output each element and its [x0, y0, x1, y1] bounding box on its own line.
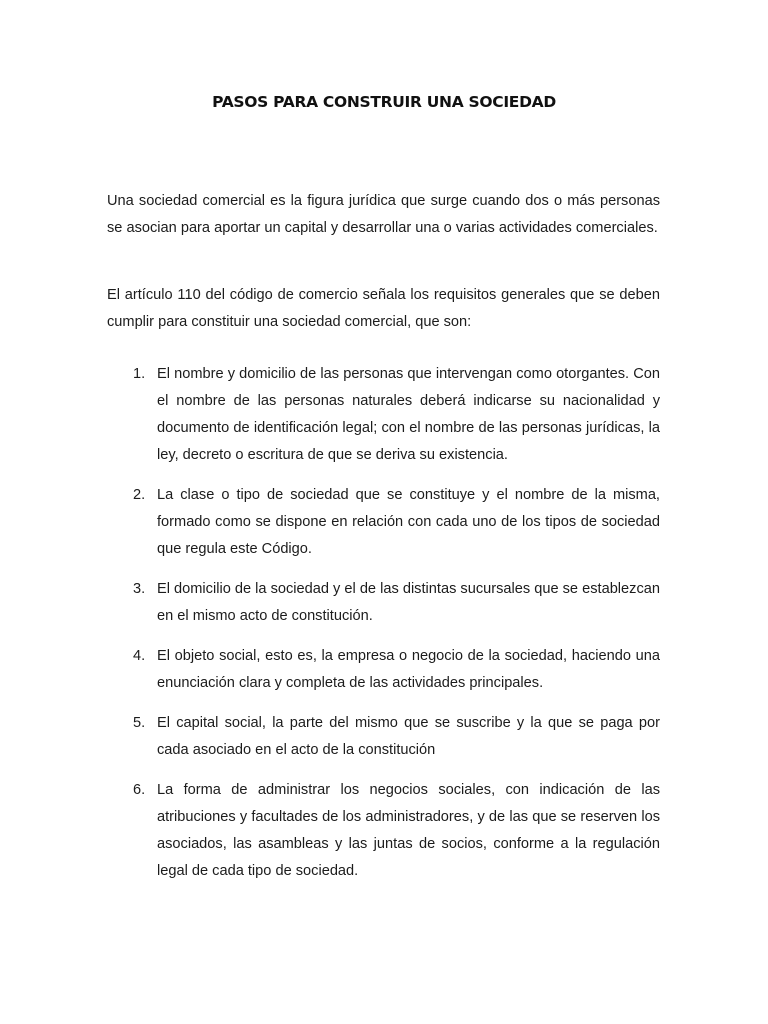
requirement-number: 4. — [133, 648, 146, 664]
requirement-item — [133, 576, 660, 630]
requirement-item — [133, 482, 660, 563]
requirement-item — [133, 710, 660, 764]
requirement-text: El nombre y domicilio de las personas que intervengan como otorgantes. Con el nombre de las personas naturales deberá indicarse su nacionalidad y documento de identificación legal; con el nombre de las personas jurídicas, la ley, decreto o escritura de que se deriva su existencia. — [157, 366, 660, 463]
requirement-number: 3. — [133, 581, 146, 597]
requirement-text: El domicilio de la sociedad y el de las distintas sucursales que se establezcan en el mismo acto de constitución. — [157, 581, 660, 624]
requirement-number: 1. — [133, 366, 146, 382]
requirement-item — [133, 643, 660, 697]
document-title: PASOS PARA CONSTRUIR UNA SOCIEDAD — [212, 93, 556, 111]
requirement-item — [133, 361, 660, 469]
requirement-item — [133, 777, 660, 885]
article-paragraph: El artículo 110 del código de comercio señala los requisitos generales que se deben cumplir para constituir una sociedad comercial, que son: — [107, 287, 660, 330]
requirement-text: El capital social, la parte del mismo que se suscribe y la que se paga por cada asociado en el acto de la constitución — [157, 715, 660, 758]
requirement-number: 2. — [133, 487, 146, 503]
requirement-text: La clase o tipo de sociedad que se constituye y el nombre de la misma, formado como se dispone en relación con cada uno de los tipos de sociedad que regula este Código. — [157, 487, 660, 557]
intro-paragraph: Una sociedad comercial es la figura jurídica que surge cuando dos o más personas se asocian para aportar un capital y desarrollar una o varias actividades comerciales. — [107, 193, 660, 236]
requirement-text: La forma de administrar los negocios sociales, con indicación de las atribuciones y facultades de los administradores, y de las que se reserven los asociados, las asambleas y las juntas de socios, conforme a la regulación legal de cada tipo de sociedad. — [157, 782, 660, 879]
requirement-number: 5. — [133, 715, 146, 731]
requirement-text: El objeto social, esto es, la empresa o negocio de la sociedad, haciendo una enunciación clara y completa de las actividades principales. — [157, 648, 660, 691]
requirement-number: 6. — [133, 782, 146, 798]
requirements-list — [133, 361, 660, 898]
